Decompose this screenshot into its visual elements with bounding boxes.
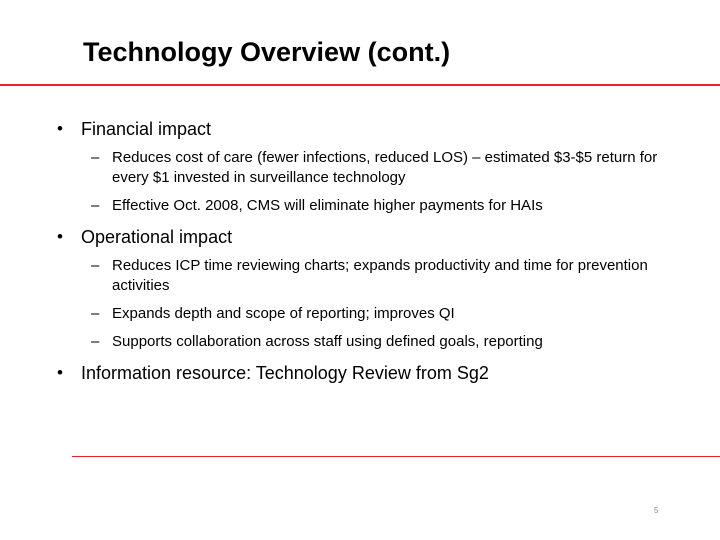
bullet-marker-operational: • <box>57 227 63 246</box>
bullet-marker-information: • <box>57 363 63 382</box>
bullet-marker-financial: • <box>57 119 63 138</box>
slide-title: Technology Overview (cont.) <box>83 37 451 67</box>
subitem-icp-time: Reduces ICP time reviewing charts; expands productivity and time for prevention activities <box>112 257 648 294</box>
footer-divider <box>72 456 720 457</box>
dash-marker: – <box>91 333 100 350</box>
subitem-collaboration: Supports collaboration across staff using defined goals, reporting <box>112 333 543 350</box>
page-number: 5 <box>654 506 659 515</box>
bullet-information-resource: Information resource: Technology Review from Sg2 <box>81 363 489 383</box>
bullet-operational-impact: Operational impact <box>81 227 233 247</box>
bullet-financial-impact: Financial impact <box>81 119 212 139</box>
dash-marker: – <box>91 305 100 322</box>
dash-marker: – <box>91 197 100 214</box>
subitem-cms-payments: Effective Oct. 2008, CMS will eliminate higher payments for HAIs <box>112 197 543 214</box>
title-divider <box>0 84 720 86</box>
subitem-cost-of-care: Reduces cost of care (fewer infections, reduced LOS) – estimated $3-$5 return for every $1 invested in surveillance technology <box>112 149 658 186</box>
dash-marker: – <box>91 257 100 274</box>
subitem-reporting-depth: Expands depth and scope of reporting; improves QI <box>112 305 455 322</box>
dash-marker: – <box>91 149 100 166</box>
